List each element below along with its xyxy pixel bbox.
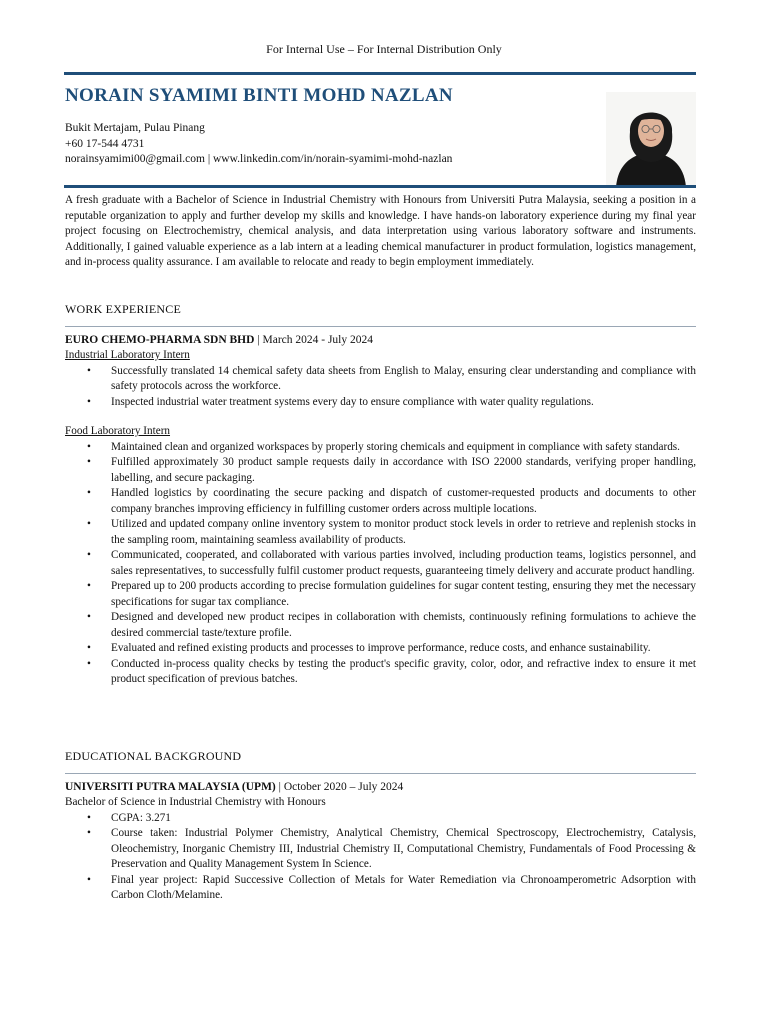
role-title: Industrial Laboratory Intern — [65, 349, 190, 361]
list-item: • Communicated, cooperated, and collaborated with various parties involved, including production teams, logistics personnel, and sales representatives, to successfully fulfil customer product requests, guaranteeing timely delivery and accurate product handling. — [65, 548, 696, 579]
work-section-title: WORK EXPERIENCE — [65, 302, 181, 316]
education-bullet-list — [65, 811, 696, 904]
institution-name: UNIVERSITI PUTRA MALAYSIA (UPM) — [65, 780, 276, 793]
location-text: Bukit Mertajam, Pulau Pinang — [65, 122, 205, 134]
education-section-divider — [65, 773, 696, 774]
list-item: • Final year project: Rapid Successive Collection of Metals for Water Remediation via Chronoamperometric Adsorption with Carbon Cloth/Melamine. — [65, 873, 696, 904]
candidate-name: NORAIN SYAMIMI BINTI MOHD NAZLAN — [65, 85, 453, 106]
role-bullet-list — [65, 364, 696, 411]
degree-title: Bachelor of Science in Industrial Chemistry with Honours — [65, 796, 326, 808]
email-linkedin-text[interactable]: norainsyamimi00@gmail.com | www.linkedin.com/in/norain-syamimi-mohd-nazlan — [65, 153, 453, 165]
contact-block — [65, 121, 452, 168]
list-item: • Conducted in-process quality checks by testing the product's specific gravity, color, odor, and refractive index to ensure it met product specification of previous batches. — [65, 657, 696, 688]
list-item: • Inspected industrial water treatment systems every day to ensure compliance with water quality regulations. — [65, 395, 696, 411]
work-section-divider — [65, 326, 696, 327]
work-period: | March 2024 - July 2024 — [257, 333, 374, 346]
phone-text: +60 17-544 4731 — [65, 137, 145, 150]
portrait-illustration — [606, 92, 696, 187]
list-item: • Fulfilled approximately 30 product sample requests daily in accordance with ISO 22000 standards, verifying proper handling, labelling, and secure packaging. — [65, 455, 696, 486]
work-experience-section — [65, 302, 696, 688]
list-item: • Evaluated and refined existing products and processes to improve performance, reduce costs, and enhance sustainability. — [65, 641, 696, 657]
work-entry-header — [65, 333, 696, 349]
list-item: • Maintained clean and organized workspaces by properly storing chemicals and equipment in compliance with safety standards. — [65, 440, 696, 456]
top-divider — [64, 72, 696, 75]
education-section-title: EDUCATIONAL BACKGROUND — [65, 749, 242, 763]
header-divider — [64, 185, 696, 188]
document-header-note: For Internal Use – For Internal Distribution Only — [266, 42, 502, 56]
education-period: | October 2020 – July 2024 — [278, 780, 404, 793]
role-title: Food Laboratory Intern — [65, 425, 171, 437]
education-section — [65, 749, 696, 904]
list-item: • Prepared up to 200 products according to precise formulation guidelines for sugar content testing, ensuring they met the necessary specifications for sugar tax compliance. — [65, 579, 696, 610]
profile-photo — [606, 92, 696, 187]
list-item: • CGPA: 3.271 — [65, 811, 696, 827]
list-item: • Handled logistics by coordinating the secure packing and dispatch of customer-requested products and documents to other company branches improving efficiency in fulfilling customer orders across multiple locations. — [65, 486, 696, 517]
company-name: EURO CHEMO-PHARMA SDN BHD — [65, 333, 255, 346]
education-entry-header — [65, 780, 696, 796]
list-item: • Successfully translated 14 chemical safety data sheets from English to Malay, ensuring clear understanding and compliance with safety protocols across the workforce. — [65, 364, 696, 395]
list-item: • Designed and developed new product recipes in collaboration with chemists, continuously refining formulations to achieve the desired commercial taste/texture profile. — [65, 610, 696, 641]
role-bullet-list — [65, 440, 696, 688]
list-item: • Course taken: Industrial Polymer Chemistry, Analytical Chemistry, Chemical Spectroscopy, Electrochemistry, Catalysis, Oleochemistry, Inorganic Chemistry III, Industrial Chemistry II, Computational Chemistry, Fundamentals of Food Processing & Preservation and Quality Management System In Science. — [65, 826, 696, 873]
professional-summary: A fresh graduate with a Bachelor of Science in Industrial Chemistry with Honours from Universiti Putra Malaysia, seeking a position in a reputable organization to apply and further develop my skills and knowledge. I have hands-on laboratory experience during my final year project focusing on Electrochemistry, chemical analysis, and data interpretation using various laboratory software and instruments. Additionally, I gained valuable experience as a lab intern at a leading chemical manufacturer in product formulation, logistics management, and in-process quality assurance. I am available to relocate and ready to begin employment immediately. — [65, 194, 696, 268]
list-item: • Utilized and updated company online inventory system to monitor product stock levels in order to retrieve and replenish stocks in the sampling room, maintaining seamless availability of products. — [65, 517, 696, 548]
